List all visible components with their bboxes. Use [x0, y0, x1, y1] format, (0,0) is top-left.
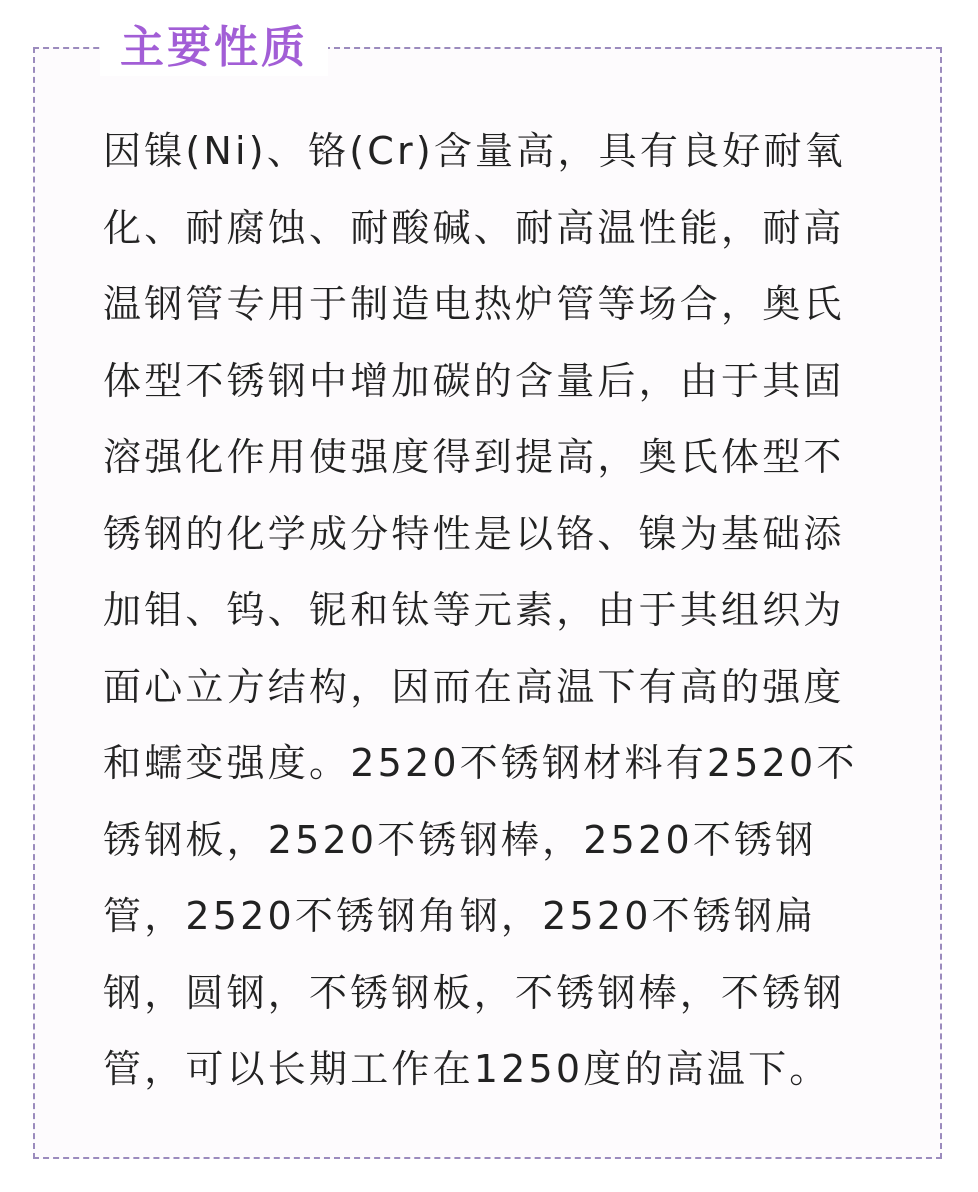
- section-title-wrapper: [100, 20, 328, 76]
- body-paragraph: 因镍(Ni)、铬(Cr)含量高，具有良好耐氧化、耐腐蚀、耐酸碱、耐高温性能，耐高温钢管专用于制造电热炉管等场合，奥氏体型不锈钢中增加碳的含量后，由于其固溶强化作用使强度得到提高，奥氏体型不锈钢的化学成分特性是以铬、镍为基础添加钼、钨、铌和钛等元素，由于其组织为面心立方结构，因而在高温下有高的强度和蠕变强度。2520不锈钢材料有2520不锈钢板，2520不锈钢棒，2520不锈钢管，2520不锈钢角钢，2520不锈钢扁钢，圆钢，不锈钢板，不锈钢棒，不锈钢管，可以长期工作在1250度的高温下。: [103, 129, 858, 1091]
- section-title: 主要性质: [120, 22, 308, 73]
